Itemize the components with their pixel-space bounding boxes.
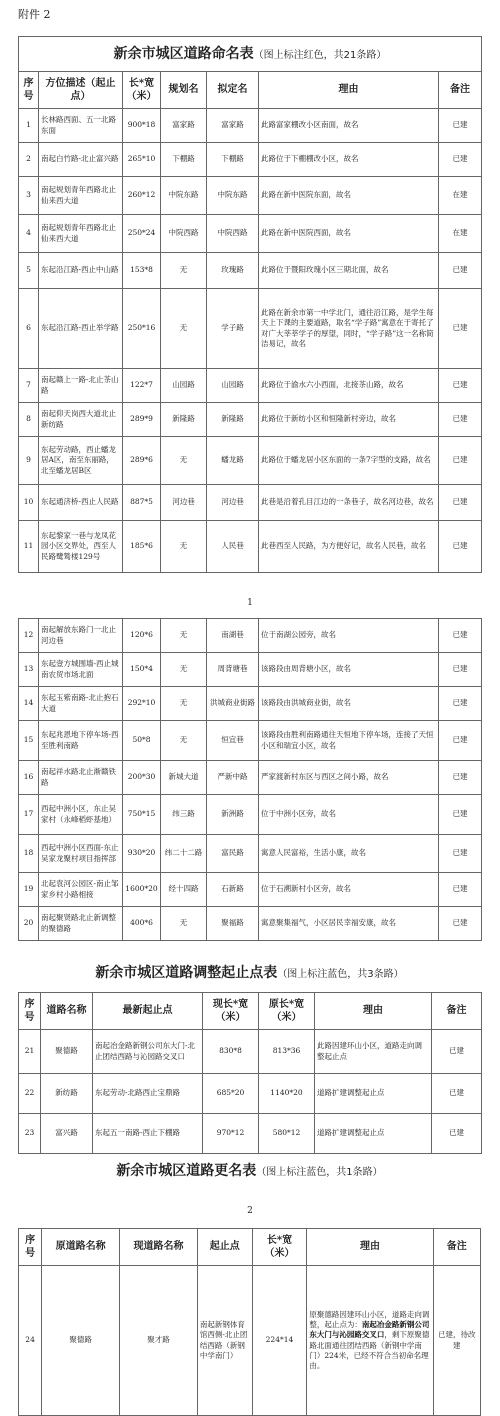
table-title: 新余市城区道路命名表（图上标注红色，共21条路）	[19, 37, 482, 72]
table-row	[19, 403, 482, 437]
table-row	[19, 1074, 482, 1114]
table-cell: 东起劳动路，西止蟠龙居A区，南至东丽路，北至蟠龙居B区	[39, 437, 123, 485]
table-cell: 河边巷	[161, 485, 207, 521]
table-cell: 富家路	[161, 109, 207, 143]
table-cell: 18	[19, 835, 39, 873]
table-cell: 石新路	[207, 873, 259, 907]
table-row	[19, 761, 482, 795]
section-title-adjust: 新余市城区道路调整起止点表（图上标注蓝色，共3条路）	[95, 965, 404, 981]
table-cell: 153*8	[123, 253, 161, 289]
column-header: 备注	[433, 1229, 480, 1266]
table-cell: 东起玉紫南路-北止抱石大道	[39, 687, 123, 721]
table-cell: 中院东路	[161, 177, 207, 215]
table-cell: 19	[19, 873, 39, 907]
table-cell: 南起解放东路门一北止河边巷	[39, 619, 123, 653]
table-cell: 聚德路	[41, 1030, 93, 1074]
cell-old-name: 聚德路	[42, 1266, 120, 1416]
table-cell: 580*12	[259, 1114, 315, 1154]
table-cell: 纬三路	[161, 795, 207, 835]
table-cell: 12	[19, 619, 39, 653]
table-cell: 位于南湖公园旁，故名	[259, 619, 439, 653]
table-cell: 已建	[439, 437, 482, 485]
cell-reason: 原聚德路因建环山小区，道路走向调整，起止点为：南起冶金路新钢公司东大门与沁园路交叉口，剩下原聚德路北面通往团结西路（新钢中学南门）224米，已经不符合当初命名理由。	[307, 1266, 433, 1416]
table-cell: 新纺路	[41, 1074, 93, 1114]
table-cell: 已建	[439, 143, 482, 177]
column-header: 道路名称	[41, 993, 93, 1030]
cell-range: 南起新钢体育馆西侧-北止团结西路（新钢中学南门）	[197, 1266, 252, 1416]
table-cell: 21	[19, 1030, 41, 1074]
table-row	[19, 653, 482, 687]
table-cell: 685*20	[203, 1074, 259, 1114]
table-row	[19, 687, 482, 721]
table-cell: 聚福路	[207, 907, 259, 941]
table-cell: 西起中洲小区西面-东止吴家龙聚村项目指挥部	[39, 835, 123, 873]
table-cell: 无	[161, 521, 207, 573]
table-cell: 东起通济桥-西止人民路	[39, 485, 123, 521]
table-header-row	[19, 993, 482, 1030]
table-cell: 南湖巷	[207, 619, 259, 653]
table-cell: 23	[19, 1114, 41, 1154]
table-cell: 2	[19, 143, 39, 177]
table-cell: 南起白竹路-北止富兴路	[39, 143, 123, 177]
table-cell: 已建	[439, 521, 482, 573]
table-cell: 260*12	[123, 177, 161, 215]
table-cell: 此路在新余市第一中学北门，通往沿江路，是学生每天上下课的主要道路，取名“学子路”寓意在于寄托了对广大莘莘学子的厚望，同时，“学子路”这一名称简洁易记，故名	[259, 289, 439, 369]
table-cell: 寓意人民富裕，生活小康，故名	[259, 835, 439, 873]
table-cell: 已建	[439, 619, 482, 653]
road-adjust-table	[18, 992, 482, 1154]
table-cell: 4	[19, 215, 39, 253]
table-cell: 22	[19, 1074, 41, 1114]
column-header: 备注	[439, 72, 482, 109]
table-row	[19, 437, 482, 485]
table-cell: 已建	[439, 253, 482, 289]
table-cell: 北起袁河公园区-南止邹家乡村小路相接	[39, 873, 123, 907]
table-cell: 此路位于新纺小区和恒隆新村旁边，故名	[259, 403, 439, 437]
table-row	[19, 619, 482, 653]
table-cell: 已建	[432, 1114, 482, 1154]
table-cell: 13	[19, 653, 39, 687]
table-cell: 250*16	[123, 289, 161, 369]
table-cell: 长林路西面、五一北路东面	[39, 109, 123, 143]
table-cell: 蟠龙路	[207, 437, 259, 485]
table-cell: 已建	[439, 907, 482, 941]
table-cell: 10	[19, 485, 39, 521]
table-cell: 无	[161, 907, 207, 941]
table-cell: 南起规划青年西路北止仙来西大道	[39, 177, 123, 215]
table-row	[19, 109, 482, 143]
table-cell: 东起兆恩地下停车场-西至胜利南路	[39, 721, 123, 761]
table-cell: 寓意聚集福气，小区居民幸福安康，故名	[259, 907, 439, 941]
table-cell: 无	[161, 289, 207, 369]
page-number: 1	[247, 598, 253, 608]
table-cell: 南起规划青年西路北止仙来西大道	[39, 215, 123, 253]
table-row	[19, 721, 482, 761]
table-cell: 新洲路	[207, 795, 259, 835]
table-cell: 已建	[439, 687, 482, 721]
table-cell: 122*7	[123, 369, 161, 403]
table-cell: 已建	[432, 1030, 482, 1074]
table-cell: 已建	[432, 1074, 482, 1114]
table-row	[19, 369, 482, 403]
column-header: 现长*宽（米）	[203, 993, 259, 1030]
table-cell: 已建	[439, 653, 482, 687]
table-cell: 900*18	[123, 109, 161, 143]
table-cell: 已建	[439, 721, 482, 761]
column-header: 长*宽（米）	[252, 1229, 307, 1266]
table-cell: 山园路	[161, 369, 207, 403]
table-cell: 东起壹方城围墙-西止城南农贸市场北面	[39, 653, 123, 687]
table-row	[19, 1030, 482, 1074]
table-cell: 该路段由周背塘小区，故名	[259, 653, 439, 687]
table-cell: 970*12	[203, 1114, 259, 1154]
table-cell: 6	[19, 289, 39, 369]
section-title-rename: 新余市城区道路更名表（图上标注蓝色，共1条路）	[116, 1163, 383, 1179]
table-cell: 中院东路	[207, 177, 259, 215]
table-cell: 周背塘巷	[207, 653, 259, 687]
table-cell: 50*8	[123, 721, 161, 761]
column-header: 长*宽（米）	[123, 72, 161, 109]
table-cell: 813*36	[259, 1030, 315, 1074]
table-cell: 1	[19, 109, 39, 143]
table-row	[19, 795, 482, 835]
table-cell: 严家渡新村东区与西区之间小路，故名	[259, 761, 439, 795]
table-cell: 3	[19, 177, 39, 215]
table-row	[19, 143, 482, 177]
table-cell: 河边巷	[207, 485, 259, 521]
table-cell: 250*24	[123, 215, 161, 253]
table-cell: 此巷是沿着孔目江边的一条巷子，故名河边巷，故名	[259, 485, 439, 521]
column-header: 序号	[19, 72, 39, 109]
table-cell: 120*6	[123, 619, 161, 653]
table-cell: 此路富家棚改小区南面，故名	[259, 109, 439, 143]
table-cell: 17	[19, 795, 39, 835]
table-cell: 新隆路	[161, 403, 207, 437]
table-cell: 东起沿江路-西止举学路	[39, 289, 123, 369]
table-cell: 1600*20	[123, 873, 161, 907]
table-cell: 该路段由胜利南路通往天恒地下停车场，连接了天恒小区和瑞宜小区，故名	[259, 721, 439, 761]
table-cell: 11	[19, 521, 39, 573]
table-cell: 185*6	[123, 521, 161, 573]
table-cell: 265*10	[123, 143, 161, 177]
table-header-row	[19, 72, 482, 109]
table-cell: 下棚路	[207, 143, 259, 177]
table-cell: 7	[19, 369, 39, 403]
table-row	[19, 253, 482, 289]
table-row	[19, 1266, 481, 1416]
table-cell: 此巷西至人民路，为方便好记，故名人民巷，故名	[259, 521, 439, 573]
table-row	[19, 215, 482, 253]
column-header: 理由	[259, 72, 439, 109]
table-cell: 严新中路	[207, 761, 259, 795]
table-row	[19, 1114, 482, 1154]
column-header: 现道路名称	[120, 1229, 198, 1266]
table-cell: 东起沿江路-西止中山路	[39, 253, 123, 289]
column-header: 最新起止点	[93, 993, 203, 1030]
table-cell: 东起黎家一巷与龙凤花园小区交界处，西至人民路鹭鸶楼129号	[39, 521, 123, 573]
attachment-label: 附件 2	[18, 8, 51, 21]
road-rename-table	[18, 1228, 481, 1416]
column-header: 拟定名	[207, 72, 259, 109]
table-cell: 已建	[439, 403, 482, 437]
table-cell: 富兴路	[41, 1114, 93, 1154]
table-row	[19, 835, 482, 873]
table-cell: 南起仰天岗西大道北止新纺路	[39, 403, 123, 437]
table-cell: 此路位于渝水六小西面，北接茶山路，故名	[259, 369, 439, 403]
table-cell: 292*10	[123, 687, 161, 721]
table-cell: 西起中洲小区，东止吴家村（永峰稻虾基地）	[39, 795, 123, 835]
table-cell: 已建	[439, 835, 482, 873]
table-cell: 200*30	[123, 761, 161, 795]
table-row	[19, 289, 482, 369]
table-cell: 无	[161, 653, 207, 687]
page-number: 2	[247, 1206, 253, 1216]
table-cell: 经十四路	[161, 873, 207, 907]
table-cell: 16	[19, 761, 39, 795]
cell-new-name: 聚才路	[120, 1266, 198, 1416]
road-naming-table-continued	[18, 618, 482, 941]
table-cell: 无	[161, 721, 207, 761]
table-cell: 887*5	[123, 485, 161, 521]
table-cell: 恒宜巷	[207, 721, 259, 761]
table-cell: 已建	[439, 289, 482, 369]
table-cell: 学子路	[207, 289, 259, 369]
table-cell: 道路扩建调整起止点	[315, 1074, 432, 1114]
table-cell: 无	[161, 437, 207, 485]
table-cell: 新隆路	[207, 403, 259, 437]
table-cell: 玫瑰路	[207, 253, 259, 289]
table-cell: 富家路	[207, 109, 259, 143]
column-header: 序号	[19, 1229, 42, 1266]
table-row	[19, 485, 482, 521]
table-row	[19, 177, 482, 215]
table-cell: 15	[19, 721, 39, 761]
table-cell: 位于石溯新村小区旁，故名	[259, 873, 439, 907]
table-cell: 洪城商业街路	[207, 687, 259, 721]
table-cell: 东起五一南路-西止下棚路	[93, 1114, 203, 1154]
table-row	[19, 907, 482, 941]
table-cell: 已建	[439, 109, 482, 143]
road-naming-table	[18, 36, 482, 573]
column-header: 方位描述（起止点）	[39, 72, 123, 109]
table-cell: 289*6	[123, 437, 161, 485]
table-cell: 纬二十二路	[161, 835, 207, 873]
table-cell: 已建	[439, 369, 482, 403]
table-cell: 南起冶金路新钢公司东大门-北止团结西路与沁园路交叉口	[93, 1030, 203, 1074]
table-cell: 已建	[439, 795, 482, 835]
table-cell: 在建	[439, 215, 482, 253]
table-cell: 该路段由洪城商业街，故名	[259, 687, 439, 721]
table-cell: 此路位于暨阳玫瑰小区三期北面，故名	[259, 253, 439, 289]
table-cell: 无	[161, 253, 207, 289]
table-cell: 在建	[439, 177, 482, 215]
table-cell: 已建	[439, 873, 482, 907]
table-cell: 位于中洲小区旁，故名	[259, 795, 439, 835]
table-cell: 此路因建环山小区，道路走向调整起止点	[315, 1030, 432, 1074]
table-cell: 750*15	[123, 795, 161, 835]
table-row	[19, 873, 482, 907]
cell-number: 24	[19, 1266, 42, 1416]
table-cell: 20	[19, 907, 39, 941]
table-cell: 400*6	[123, 907, 161, 941]
cell-size: 224*14	[252, 1266, 307, 1416]
table-cell: 930*20	[123, 835, 161, 873]
table-cell: 150*4	[123, 653, 161, 687]
table-cell: 无	[161, 619, 207, 653]
table-cell: 南起祥水路北止渐赣铁路	[39, 761, 123, 795]
table-row	[19, 521, 482, 573]
table-cell: 此路在新中医院东面，故名	[259, 177, 439, 215]
cell-remark: 已建，待改建	[433, 1266, 480, 1416]
table-cell: 已建	[439, 761, 482, 795]
table-cell: 人民巷	[207, 521, 259, 573]
table-cell: 富民路	[207, 835, 259, 873]
table-cell: 此路位于下棚棚改小区，故名	[259, 143, 439, 177]
table-cell: 南起赣上一路-北止茶山路	[39, 369, 123, 403]
table-cell: 8	[19, 403, 39, 437]
table-cell: 14	[19, 687, 39, 721]
table-cell: 此路在新中医院西面，故名	[259, 215, 439, 253]
table-cell: 中院西路	[161, 215, 207, 253]
column-header: 理由	[307, 1229, 433, 1266]
column-header: 备注	[432, 993, 482, 1030]
column-header: 规划名	[161, 72, 207, 109]
table-cell: 南起聚贤路北止新调整的聚德路	[39, 907, 123, 941]
table-cell: 东起劳动-北路西止宝鼎路	[93, 1074, 203, 1114]
table-cell: 道路扩建调整起止点	[315, 1114, 432, 1154]
table-cell: 新城大道	[161, 761, 207, 795]
table-cell: 5	[19, 253, 39, 289]
column-header: 起止点	[197, 1229, 252, 1266]
table-cell: 289*9	[123, 403, 161, 437]
column-header: 原长*宽（米）	[259, 993, 315, 1030]
column-header: 理由	[315, 993, 432, 1030]
column-header: 原道路名称	[42, 1229, 120, 1266]
table-cell: 830*8	[203, 1030, 259, 1074]
table-cell: 山园路	[207, 369, 259, 403]
table-cell: 9	[19, 437, 39, 485]
table-cell: 下棚路	[161, 143, 207, 177]
table-cell: 1140*20	[259, 1074, 315, 1114]
table-cell: 此路位于蟠龙居小区东面的一条7字型的支路，故名	[259, 437, 439, 485]
table-header-row	[19, 1229, 481, 1266]
table-cell: 无	[161, 687, 207, 721]
table-cell: 已建	[439, 485, 482, 521]
column-header: 序号	[19, 993, 41, 1030]
table-cell: 中院西路	[207, 215, 259, 253]
